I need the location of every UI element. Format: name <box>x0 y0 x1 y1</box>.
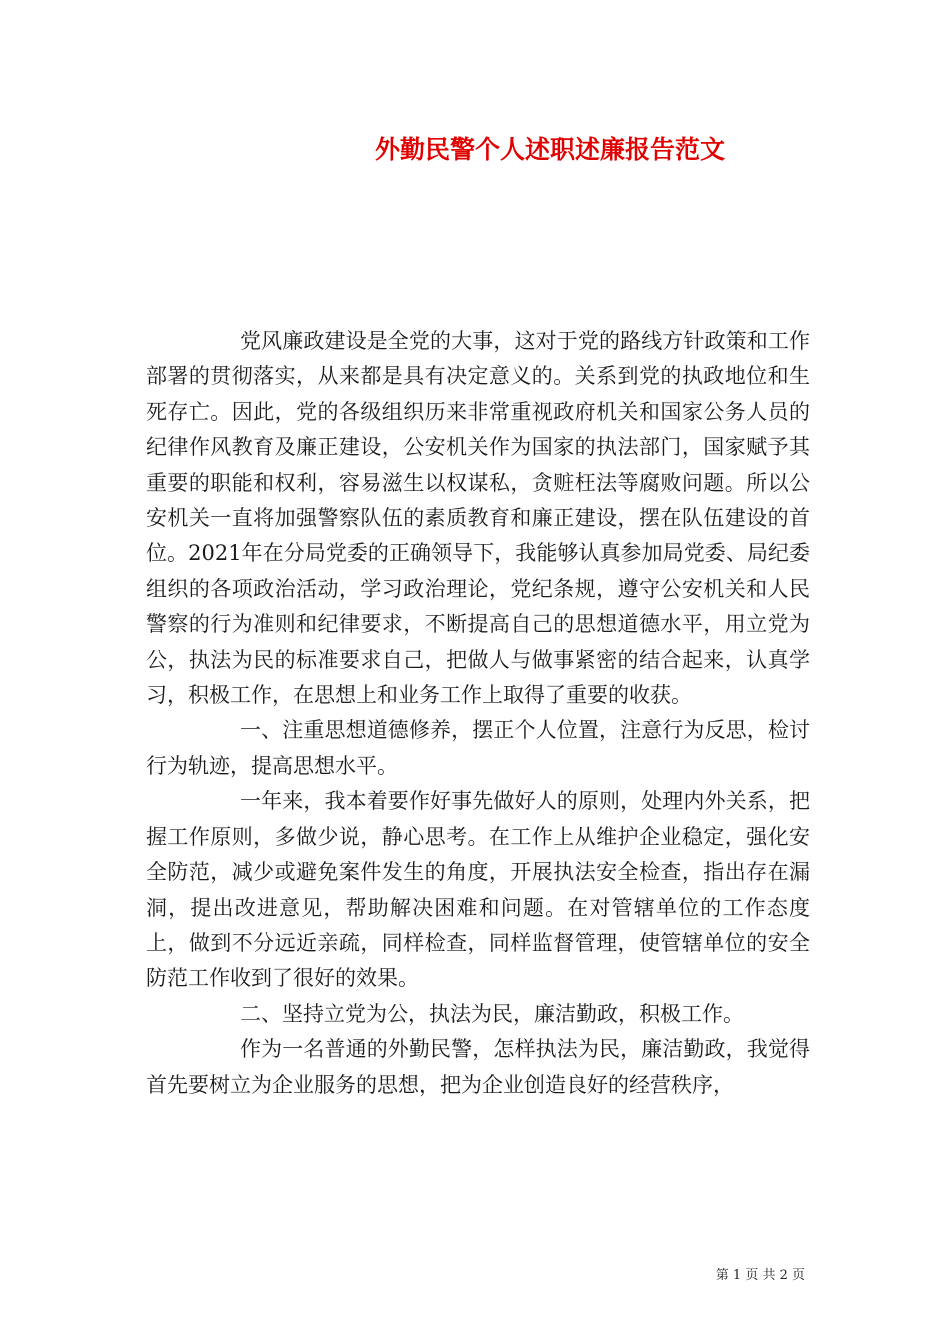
page-number-footer: 第 1 页 共 2 页 <box>715 1268 805 1283</box>
paragraph-intro: 党风廉政建设是全党的大事，这对于党的路线方针政策和工作部署的贯彻落实，从来都是具有决定意义的。关系到党的执政地位和生死存亡。因此，党的各级组织历来非常重视政府机关和国家公务人员的纪律作风教育及廉正建设，公安机关作为国家的执法部门，国家赋予其重要的职能和权利，容易滋生以权谋私，贪赃枉法等腐败问题。所以公安机关一直将加强警察队伍的素质教育和廉正建设，摆在队伍建设的首位。2021年在分局党委的正确领导下，我能够认真参加局党委、局纪委组织的各项政治活动，学习政治理论，党纪条规，遵守公安机关和人民警察的行为准则和纪律要求，不断提高自己的思想道德水平，用立党为公，执法为民的标准要求自己，把做人与做事紧密的结合起来，认真学习，积极工作，在思想上和业务工作上取得了重要的收获。 <box>146 329 810 708</box>
document-title: 外勤民警个人述职述廉报告范文 <box>374 135 725 164</box>
paragraph-heading-2: 二、坚持立党为公，执法为民，廉洁勤政，积极工作。 <box>240 1001 744 1026</box>
paragraph-section-2: 作为一名普通的外勤民警，怎样执法为民，廉洁勤政，我觉得首先要树立为企业服务的思想，把为企业创造良好的经营秩序， <box>146 1037 810 1097</box>
paragraph-heading-1: 一、注重思想道德修养，摆正个人位置，注意行为反思，检讨行为轨迹，提高思想水平。 <box>146 718 810 778</box>
paragraph-section-1: 一年来，我本着要作好事先做好人的原则，处理内外关系，把握工作原则，多做少说，静心思考。在工作上从维护企业稳定，强化安全防范，减少或避免案件发生的角度，开展执法安全检查，指出存在漏洞，提出改进意见，帮助解决困难和问题。在对管辖单位的工作态度上，做到不分远近亲疏，同样检查，同样监督管理，使管辖单位的安全防范工作收到了很好的效果。 <box>146 789 810 991</box>
document-body <box>146 324 810 1103</box>
